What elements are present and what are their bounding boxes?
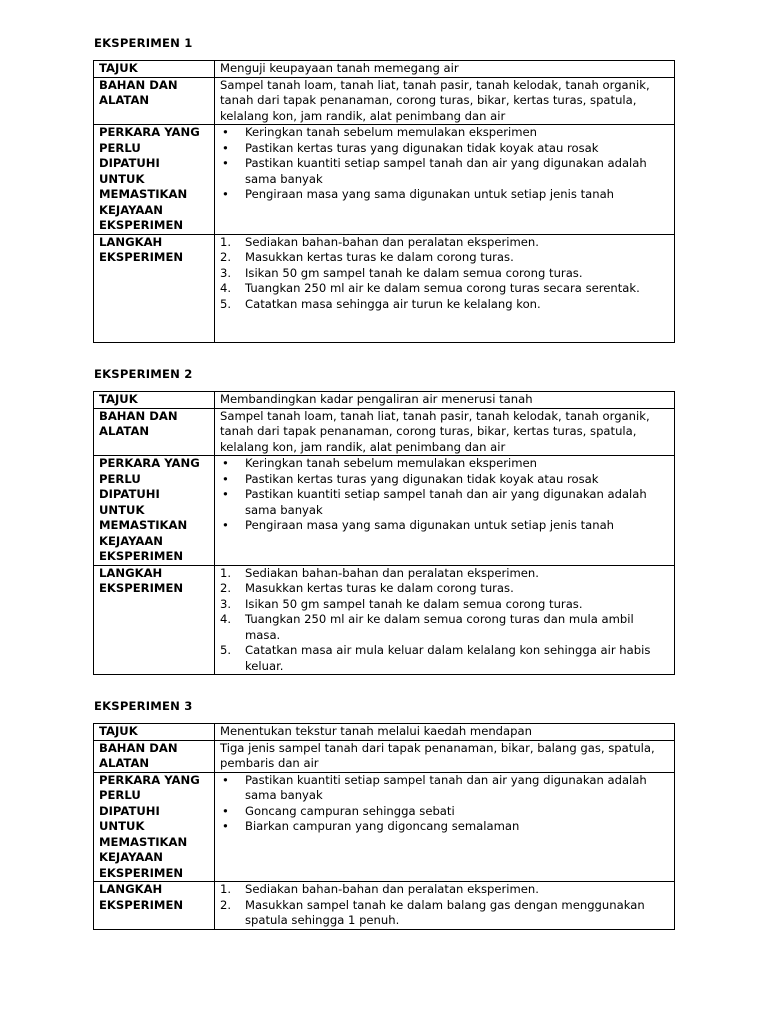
table-row bbox=[94, 882, 675, 930]
list-item: Sediakan bahan-bahan dan peralatan eksperimen. bbox=[245, 565, 539, 580]
list-item: • Goncang campuran sehingga sebati bbox=[220, 804, 670, 820]
experiment-3-table bbox=[93, 723, 675, 930]
list-item: Masukkan sampel tanah ke dalam balang gas dengan menggunakan spatula sehingga 1 penuh. bbox=[245, 897, 645, 927]
table-row bbox=[94, 408, 675, 456]
tajuk-value: Menguji keupayaan tanah memegang air bbox=[215, 61, 675, 78]
list-item: Masukkan kertas turas ke dalam corong turas. bbox=[245, 250, 514, 264]
list-item: Sediakan bahan-bahan dan peralatan eksperimen. bbox=[245, 882, 539, 896]
experiment-1-table bbox=[93, 60, 675, 343]
perkara-label: PERKARA YANG PERLU DIPATUHI UNTUK MEMASTIKAN KEJAYAAN EKSPERIMEN bbox=[94, 456, 215, 566]
bahan-value: Sampel tanah loam, tanah liat, tanah pasir, tanah kelodak, tanah organik, tanah dari tapak penanaman, corong turas, bikar, kertas turas, spatula, kelalang kon, jam randik, alat penimbang dan air bbox=[215, 77, 675, 125]
list-item: • Pastikan kuantiti setiap sampel tanah dan air yang digunakan adalah sama banyak bbox=[220, 156, 670, 187]
table-row bbox=[94, 392, 675, 409]
table-row bbox=[94, 234, 675, 342]
bahan-value: Sampel tanah loam, tanah liat, tanah pasir, tanah kelodak, tanah organik, tanah dari tapak penanaman, corong turas, bikar, kertas turas, spatula, kelalang kon, jam randik, alat penimbang dan air bbox=[215, 408, 675, 456]
perkara-label: PERKARA YANG PERLU DIPATUHI UNTUK MEMASTIKAN KEJAYAAN EKSPERIMEN bbox=[94, 772, 215, 882]
list-item: Masukkan kertas turas ke dalam corong turas. bbox=[245, 581, 514, 595]
bahan-label: BAHAN DAN ALATAN bbox=[94, 77, 215, 125]
list-item: Sediakan bahan-bahan dan peralatan eksperimen. bbox=[245, 234, 539, 249]
tajuk-label: TAJUK bbox=[94, 724, 215, 741]
langkah-label: LANGKAH EKSPERIMEN bbox=[94, 882, 215, 930]
list-item: Catatkan masa air mula keluar dalam kelalang kon sehingga air habis keluar. bbox=[245, 643, 651, 673]
table-row bbox=[94, 565, 675, 675]
bahan-label: BAHAN DAN ALATAN bbox=[94, 408, 215, 456]
list-item: Isikan 50 gm sampel tanah ke dalam semua corong turas. bbox=[245, 596, 583, 611]
langkah-list bbox=[220, 882, 670, 929]
list-item: • Keringkan tanah sebelum memulakan eksperimen bbox=[220, 125, 670, 141]
list-item: Tuangkan 250 ml air ke dalam semua corong turas dan mula ambil masa. bbox=[245, 612, 634, 642]
table-row bbox=[94, 740, 675, 772]
list-item: • Pastikan kuantiti setiap sampel tanah dan air yang digunakan adalah sama banyak bbox=[220, 773, 670, 804]
list-item: Tuangkan 250 ml air ke dalam semua corong turas secara serentak. bbox=[245, 281, 640, 295]
table-row bbox=[94, 456, 675, 566]
perkara-cell bbox=[215, 772, 675, 882]
langkah-cell bbox=[215, 882, 675, 930]
table-row bbox=[94, 77, 675, 125]
tajuk-label: TAJUK bbox=[94, 392, 215, 409]
perkara-list bbox=[220, 456, 670, 534]
table-row bbox=[94, 724, 675, 741]
experiment-2-table bbox=[93, 391, 675, 675]
langkah-cell bbox=[215, 234, 675, 342]
table-row bbox=[94, 61, 675, 78]
list-item: • Pengiraan masa yang sama digunakan untuk setiap jenis tanah bbox=[220, 518, 670, 534]
list-item: • Pastikan kuantiti setiap sampel tanah dan air yang digunakan adalah sama banyak bbox=[220, 487, 670, 518]
langkah-list bbox=[220, 566, 670, 675]
list-item: • Pastikan kertas turas yang digunakan tidak koyak atau rosak bbox=[220, 472, 670, 488]
langkah-label: LANGKAH EKSPERIMEN bbox=[94, 234, 215, 342]
experiment-3-heading: EKSPERIMEN 3 bbox=[94, 699, 193, 713]
experiment-1-heading: EKSPERIMEN 1 bbox=[94, 36, 193, 50]
langkah-label: LANGKAH EKSPERIMEN bbox=[94, 565, 215, 675]
list-item: • Biarkan campuran yang digoncang semalaman bbox=[220, 819, 670, 835]
list-item: • Pastikan kertas turas yang digunakan tidak koyak atau rosak bbox=[220, 141, 670, 157]
perkara-cell bbox=[215, 125, 675, 235]
table-row bbox=[94, 772, 675, 882]
tajuk-value: Menentukan tekstur tanah melalui kaedah mendapan bbox=[215, 724, 675, 741]
langkah-list bbox=[220, 235, 670, 313]
langkah-cell bbox=[215, 565, 675, 675]
list-item: • Keringkan tanah sebelum memulakan eksperimen bbox=[220, 456, 670, 472]
list-item: • Pengiraan masa yang sama digunakan untuk setiap jenis tanah bbox=[220, 187, 670, 203]
bahan-value: Tiga jenis sampel tanah dari tapak penanaman, bikar, balang gas, spatula, pembaris dan air bbox=[215, 740, 675, 772]
tajuk-value: Membandingkan kadar pengaliran air menerusi tanah bbox=[215, 392, 675, 409]
perkara-list bbox=[220, 125, 670, 203]
perkara-cell bbox=[215, 456, 675, 566]
table-row bbox=[94, 125, 675, 235]
perkara-label: PERKARA YANG PERLU DIPATUHI UNTUK MEMASTIKAN KEJAYAAN EKSPERIMEN bbox=[94, 125, 215, 235]
experiment-2-heading: EKSPERIMEN 2 bbox=[94, 367, 193, 381]
list-item: Isikan 50 gm sampel tanah ke dalam semua corong turas. bbox=[245, 265, 583, 280]
perkara-list bbox=[220, 773, 670, 835]
list-item: Catatkan masa sehingga air turun ke kelalang kon. bbox=[245, 296, 541, 311]
tajuk-label: TAJUK bbox=[94, 61, 215, 78]
bahan-label: BAHAN DAN ALATAN bbox=[94, 740, 215, 772]
